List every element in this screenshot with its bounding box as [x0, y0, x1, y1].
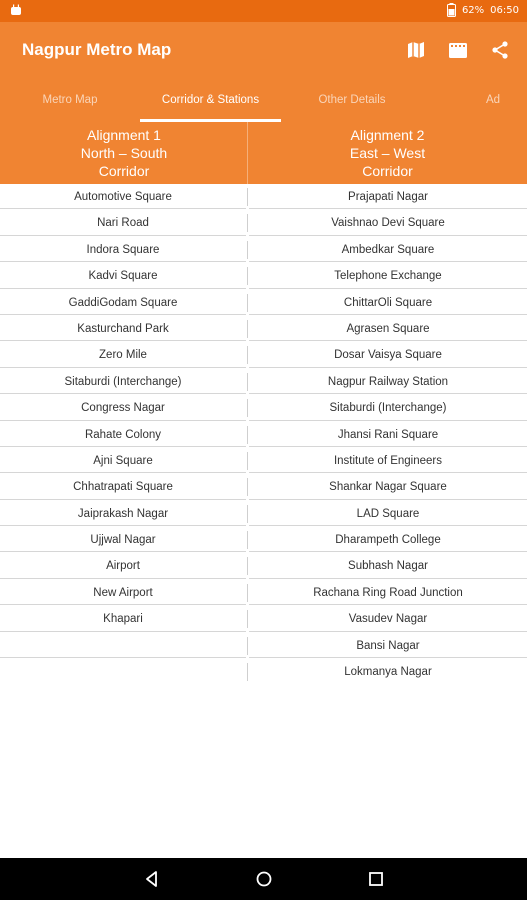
app-title: Nagpur Metro Map — [22, 40, 172, 59]
map-icon — [406, 40, 426, 60]
north-south-station: Zero Mile — [0, 342, 246, 367]
map-button[interactable] — [404, 38, 428, 62]
column-divider — [247, 320, 248, 338]
column-divider — [247, 637, 248, 655]
east-west-station: ChittarOli Square — [249, 290, 527, 315]
android-notification-icon — [10, 4, 22, 16]
table-row — [0, 342, 527, 368]
battery-percent: 62% — [461, 4, 485, 16]
tab-bar — [0, 78, 527, 122]
north-south-station: Kadvi Square — [0, 263, 246, 288]
share-icon — [490, 40, 510, 60]
east-west-station: Rachana Ring Road Junction — [249, 580, 527, 605]
table-row — [0, 448, 527, 474]
table-row — [0, 184, 527, 210]
column-divider — [247, 267, 248, 285]
north-south-station: GaddiGodam Square — [0, 290, 246, 315]
east-west-station: Dosar Vaisya Square — [249, 342, 527, 367]
column-divider — [247, 346, 248, 364]
table-row — [0, 580, 527, 606]
movie-icon — [448, 40, 468, 60]
table-row — [0, 210, 527, 236]
column-divider — [247, 531, 248, 549]
east-west-station: Jhansi Rani Square — [249, 422, 527, 447]
station-table — [0, 184, 527, 685]
north-south-station: Nari Road — [0, 210, 246, 235]
east-west-station: Agrasen Square — [249, 316, 527, 341]
alignment-1-direction: North – South — [80, 145, 168, 161]
movie-button[interactable] — [446, 38, 470, 62]
column-divider — [247, 373, 248, 391]
table-row — [0, 369, 527, 395]
east-west-station: Sitaburdi (Interchange) — [249, 395, 527, 420]
clock: 06:50 — [490, 4, 519, 16]
east-west-station: Shankar Nagar Square — [249, 474, 527, 499]
east-west-station: Institute of Engineers — [249, 448, 527, 473]
north-south-station: Congress Nagar — [0, 395, 246, 420]
column-divider — [247, 399, 248, 417]
alignment-2-header — [248, 122, 527, 184]
column-divider — [247, 214, 248, 232]
north-south-station: Chhatrapati Square — [0, 474, 246, 499]
north-south-station: Khapari — [0, 606, 246, 631]
alignment-2-corridor: Corridor — [362, 163, 413, 179]
north-south-station: Automotive Square — [0, 184, 246, 209]
north-south-station: Jaiprakash Nagar — [0, 501, 246, 526]
east-west-station: LAD Square — [249, 501, 527, 526]
table-row — [0, 527, 527, 553]
table-row — [0, 659, 527, 685]
tab-ad[interactable]: Ad — [485, 94, 501, 106]
east-west-station: Subhash Nagar — [249, 553, 527, 578]
table-row — [0, 395, 527, 421]
north-south-station-empty — [0, 659, 246, 684]
alignment-1-header — [0, 122, 248, 184]
alignment-1-corridor: Corridor — [98, 163, 150, 179]
column-divider — [247, 557, 248, 575]
north-south-station: Ajni Square — [0, 448, 246, 473]
alignment-2-title: Alignment 2 — [350, 127, 425, 143]
home-icon[interactable] — [254, 869, 274, 889]
column-divider — [247, 241, 248, 259]
north-south-station: Indora Square — [0, 237, 246, 262]
tab-metro-map[interactable]: Metro Map — [42, 94, 98, 106]
table-row — [0, 237, 527, 263]
east-west-station: Nagpur Railway Station — [249, 369, 527, 394]
alignment-2-direction: East – West — [349, 145, 426, 161]
column-divider — [247, 610, 248, 628]
table-row — [0, 474, 527, 500]
east-west-station: Ambedkar Square — [249, 237, 527, 262]
column-divider — [247, 584, 248, 602]
recent-apps-icon[interactable] — [366, 869, 386, 889]
table-row — [0, 316, 527, 342]
column-divider — [247, 452, 248, 470]
alignment-1-title: Alignment 1 — [87, 127, 161, 143]
north-south-station: Ujjwal Nagar — [0, 527, 246, 552]
column-divider — [247, 505, 248, 523]
column-divider — [247, 294, 248, 312]
east-west-station: Prajapati Nagar — [249, 184, 527, 209]
share-button[interactable] — [488, 38, 512, 62]
east-west-station: Telephone Exchange — [249, 263, 527, 288]
table-row — [0, 553, 527, 579]
east-west-station: Lokmanya Nagar — [344, 666, 432, 679]
north-south-station: Airport — [0, 553, 246, 578]
column-divider — [247, 478, 248, 496]
tab-other-details[interactable]: Other Details — [318, 94, 386, 106]
east-west-station: Vaishnao Devi Square — [249, 210, 527, 235]
battery-icon — [447, 3, 456, 17]
column-divider — [247, 663, 248, 681]
east-west-station: Bansi Nagar — [249, 633, 527, 658]
back-icon[interactable] — [142, 869, 162, 889]
tab-corridor-stations[interactable]: Corridor & Stations — [161, 94, 260, 106]
table-row — [0, 422, 527, 448]
table-row — [0, 263, 527, 289]
table-row — [0, 606, 527, 632]
north-south-station: Kasturchand Park — [0, 316, 246, 341]
table-row — [0, 290, 527, 316]
north-south-station: Sitaburdi (Interchange) — [0, 369, 246, 394]
north-south-station: New Airport — [0, 580, 246, 605]
east-west-station: Vasudev Nagar — [249, 606, 527, 631]
east-west-station: Dharampeth College — [249, 527, 527, 552]
column-divider — [247, 188, 248, 206]
system-nav-bar — [0, 858, 527, 900]
table-row — [0, 501, 527, 527]
app-bar — [0, 22, 527, 78]
table-header — [0, 122, 527, 184]
north-south-station: Rahate Colony — [0, 422, 246, 447]
status-bar — [0, 0, 527, 22]
column-divider — [247, 426, 248, 444]
north-south-station-empty — [0, 633, 246, 658]
table-row — [0, 633, 527, 659]
